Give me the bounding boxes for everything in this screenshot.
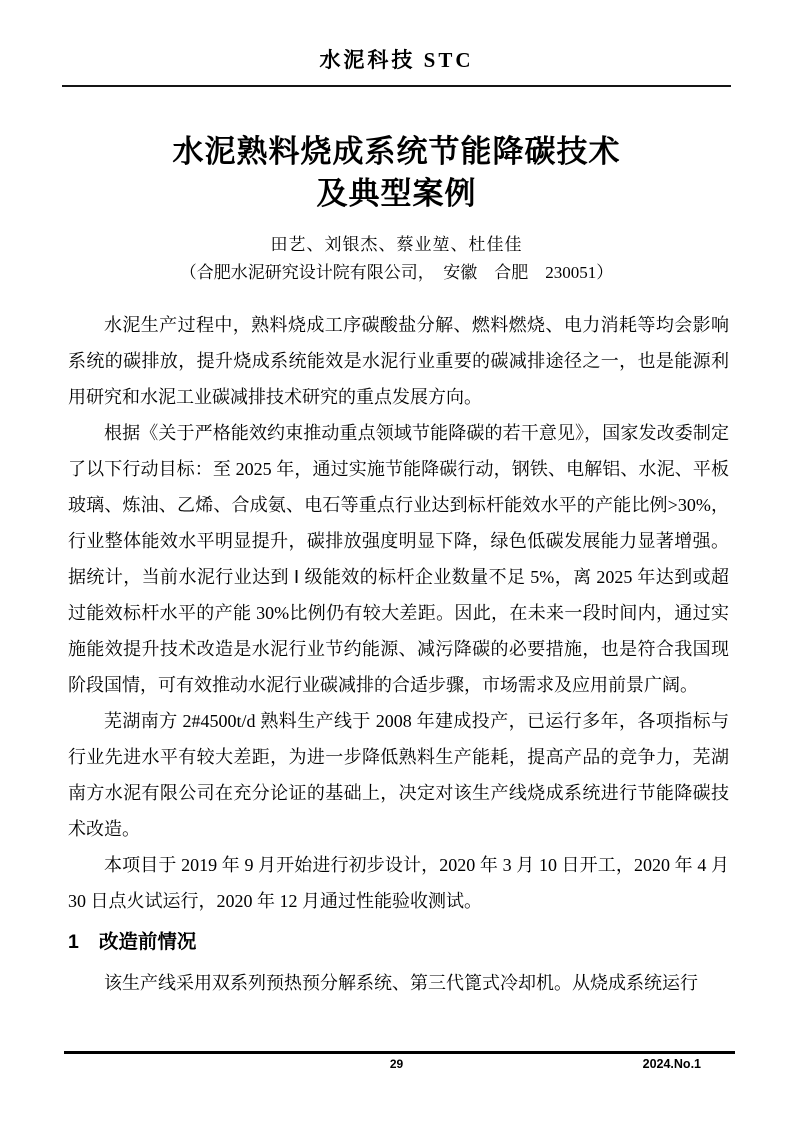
paragraph-policy: 根据《关于严格能效约束推动重点领域节能降碳的若干意见》，国家发改委制定了以下行动目标：至 2025 年，通过实施节能降碳行动，钢铁、电解铝、水泥、平板玻璃、炼油、乙烯、合成氨、电石等重点行业达到标杆能效水平的产能比例>30%，行业整体能效水平明显提升，碳排放强度明显下降，绿色低碳发展能力显著增强。据统计，当前水泥行业达到 Ⅰ 级能效的标杆企业数量不足 5%，离 2025 年达到或超过能效标杆水平的产能 30%比例仍有较大差距。因此，在未来一段时间内，通过实施能效提升技术改造是水泥行业节约能源、减污降碳的必要措施，也是符合我国现阶段国情，可有效推动水泥行业碳减排的合适步骤，市场需求及应用前景广阔。 <box>68 423 729 695</box>
paragraph-project-schedule: 本项目于 2019 年 9 月开始进行初步设计，2020 年 3 月 10 日开工，2020 年 4 月 30 日点火试运行，2020 年 12 月通过性能验收测试。 <box>68 855 729 911</box>
paragraph-intro: 水泥生产过程中，熟料烧成工序碳酸盐分解、燃料燃烧、电力消耗等均会影响系统的碳排放，提升烧成系统能效是水泥行业重要的碳减排途径之一，也是能源利用研究和水泥工业碳减排技术研究的重点发展方向。 <box>68 315 729 407</box>
paragraph-section-1-body: 该生产线采用双系列预热预分解系统、第三代篦式冷却机。从烧成系统运行 <box>104 973 698 993</box>
authors-line: 田艺、刘银杰、蔡业堃、杜佳佳 <box>270 235 523 254</box>
footer-rule <box>64 1051 735 1054</box>
issue-label: 2024.No.1 <box>642 1057 701 1071</box>
article-title-line-2: 及典型案例 <box>316 176 477 211</box>
journal-title: 水泥科技 STC <box>319 48 474 72</box>
article-title <box>68 131 725 215</box>
article-body <box>68 307 729 1001</box>
section-1-number: 1 <box>68 931 79 953</box>
header-rule <box>62 85 731 87</box>
page-number: 29 <box>389 1057 404 1071</box>
affiliation-line: （合肥水泥研究设计院有限公司， 安徽 合肥 230051） <box>179 263 614 282</box>
section-1-title: 改造前情况 <box>98 931 197 953</box>
section-1-heading <box>68 927 729 957</box>
paragraph-project-background: 芜湖南方 2#4500t/d 熟料生产线于 2008 年建成投产，已运行多年，各项指标与行业先进水平有较大差距，为进一步降低熟料生产能耗，提高产品的竞争力，芜湖南方水泥有限公司在充分论证的基础上，决定对该生产线烧成系统进行节能降碳技术改造。 <box>68 711 729 839</box>
article-title-line-1: 水泥熟料烧成系统节能降碳技术 <box>172 134 621 169</box>
